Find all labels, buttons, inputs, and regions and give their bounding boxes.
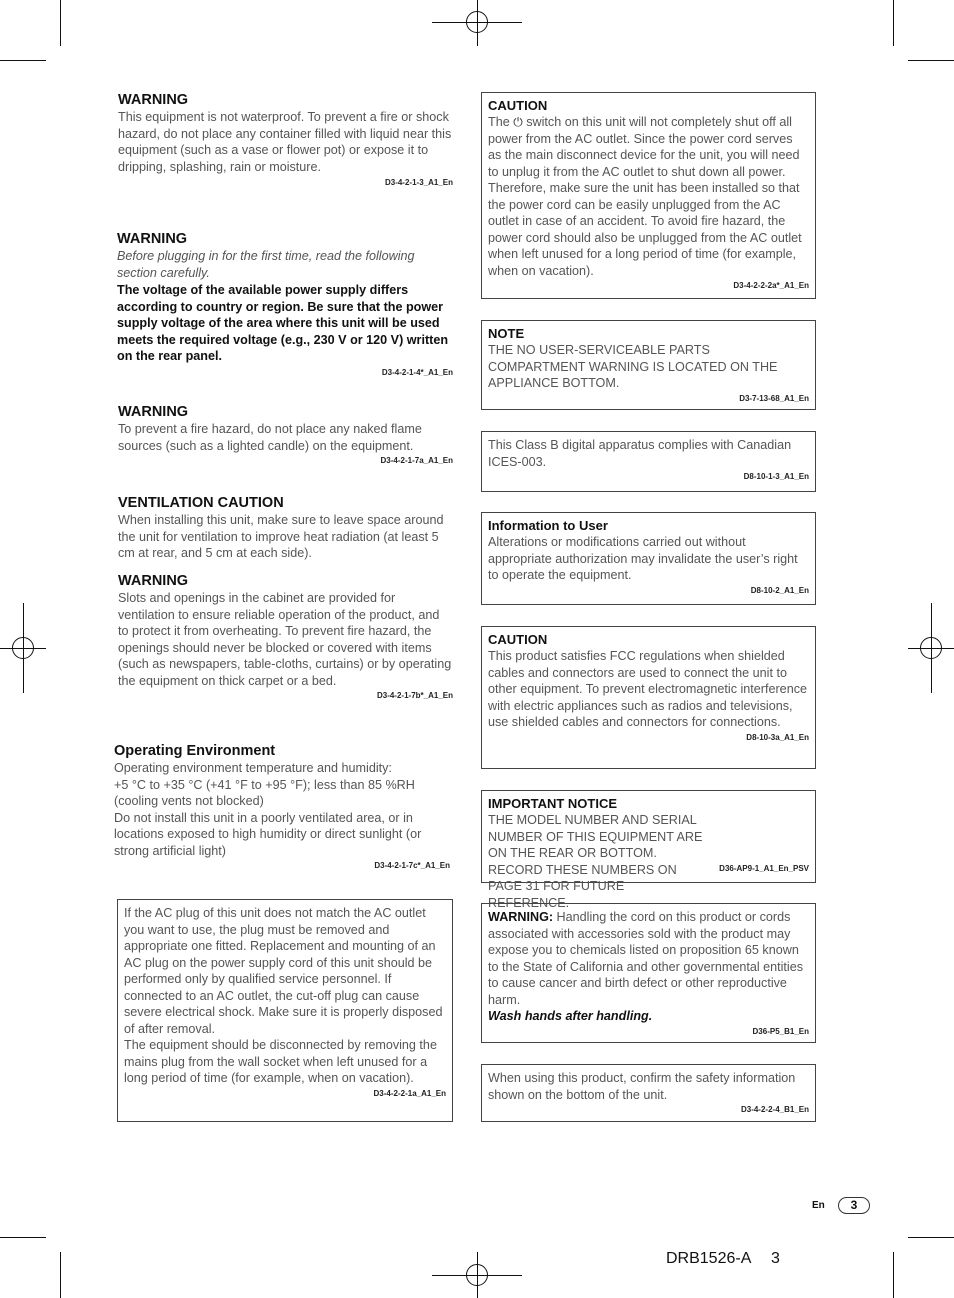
reference-code: D36-P5_B1_En — [752, 1026, 809, 1036]
power-icon: ⏻ — [513, 115, 523, 129]
warning-openings — [118, 572, 453, 701]
section-title: WARNING — [117, 231, 188, 247]
document-code-text: DRB1526-A — [666, 1250, 751, 1267]
caution-fcc-box — [481, 626, 816, 769]
section-title: WARNING — [118, 404, 189, 420]
section-intro: Before plugging in for the first time, read the following section carefully. — [117, 249, 415, 280]
page-number: 3 — [838, 1197, 870, 1214]
reference-code: D3-4-2-1-7b*_A1_En — [376, 691, 453, 700]
reference-code: D3-7-13-68_A1_En — [739, 393, 809, 403]
reference-code: D3-4-2-2-4_B1_En — [740, 1105, 809, 1114]
section-title: VENTILATION CAUTION — [118, 495, 284, 511]
operating-environment — [114, 742, 450, 871]
section-body: This equipment is not waterproof. To prevent a fire or shock hazard, do not place any container filled with liquid near this equipment (such as a vase or flower pot) or expose it to dripping, splashing, rain or moisture. — [118, 110, 452, 174]
section-body: THE MODEL NUMBER AND SERIAL NUMBER OF THIS EQUIPMENT ARE ON THE REAR OR BOTTOM. RECORD THESE NUMBERS ON PAGE 31 FOR FUTURE REFERENCE. — [488, 813, 703, 910]
information-to-user-box — [481, 512, 816, 605]
warning-lead: WARNING: — [488, 910, 554, 924]
section-body: This product satisfies FCC regulations when shielded cables and connectors are used to connect the unit to other equipment. To prevent electromagnetic interference with electric appliances such as radios and televisions, use shielded cables and connectors for connections. — [488, 649, 807, 729]
section-body: The voltage of the available power supply differs according to country or region. Be sure that the power supply voltage of the area where this unit will be used meets the required voltage (e.g., 230 V or 120 V) written on the rear panel. — [117, 283, 449, 363]
class-b-compliance-box — [481, 431, 816, 492]
reference-code: D8-10-1-3_A1_En — [743, 472, 809, 481]
language-label: En — [812, 1200, 825, 1211]
section-title: Operating Environment — [114, 743, 276, 759]
proposition-65-warning-box — [481, 903, 816, 1043]
section-title: IMPORTANT NOTICE — [488, 796, 618, 811]
section-body: Operating environment temperature and humidity: +5 °C to +35 °C (+41 °F to +95 °F); less than 85 %RH (cooling vents not blocked) Do not install this unit in a poorly ventilated area, or in locations exposed to high humidity or direct sunlight (or strong artificial light) — [114, 761, 422, 858]
reference-code: D3-4-2-1-7c*_A1_En — [374, 861, 450, 870]
reference-code: D8-10-2_A1_En — [750, 585, 809, 595]
warning-waterproof — [118, 91, 453, 188]
section-body: Alterations or modifications carried out without appropriate authorization may invalidate the user’s right to operate the equipment. — [488, 535, 798, 582]
reference-code: D3-4-2-2-1a_A1_En — [373, 1088, 446, 1098]
ac-plug-notice-box — [117, 899, 453, 1122]
safety-information-box — [481, 1064, 816, 1122]
warning-flame — [118, 403, 453, 466]
section-body: When using this product, confirm the safety information shown on the bottom of the unit. — [488, 1071, 796, 1102]
section-body: Slots and openings in the cabinet are provided for ventilation to ensure reliable operation of the product, and to protect it from overheating. To prevent fire hazard, the openings should never be blocked or covered with items (such as newspapers, table-cloths, curtains) or by operating the equipment on thick carpet or a bed. — [118, 591, 452, 688]
document-code — [666, 1250, 780, 1268]
section-title: WARNING — [118, 92, 189, 108]
section-body: To prevent a fire hazard, do not place any naked flame sources (such as a lighted candle) on the equipment. — [118, 422, 422, 453]
section-title: CAUTION — [488, 632, 548, 647]
caution-power-switch-box — [481, 92, 816, 299]
ventilation-caution — [118, 494, 453, 562]
section-body: THE NO USER-SERVICEABLE PARTS COMPARTMENT WARNING IS LOCATED ON THE APPLIANCE BOTTOM. — [488, 343, 778, 390]
warning-voltage — [117, 230, 453, 378]
section-body: When installing this unit, make sure to leave space around the unit for ventilation to improve heat radiation (at least 5 cm at rear, and 5 cm at each side). — [118, 513, 444, 560]
reference-code: D3-4-2-1-3_A1_En — [384, 178, 453, 187]
wash-hands-note: Wash hands after handling. — [488, 1009, 653, 1023]
document-page-text: 3 — [770, 1250, 780, 1267]
important-notice-box — [481, 790, 816, 910]
section-body: This Class B digital apparatus complies with Canadian ICES-003. — [488, 438, 792, 469]
body-text-post: switch on this unit will not completely shut off all power from the AC outlet. Since the power cord serves as the main disconnect device for the unit, you will need to unplug it from the AC outlet to shut down all power. Therefore, make sure the unit has been installed so that the power cord can be easily unplugged from the AC outlet in case of an accident. To avoid fire hazard, the power cord should also be unplugged from the AC outlet when left unused for a long period of time (for example, when on vacation). — [488, 115, 802, 278]
section-title: WARNING — [118, 573, 189, 589]
reference-code: D3-4-2-1-7a_A1_En — [380, 456, 453, 465]
reference-code: D3-4-2-2-2a*_A1_En — [733, 281, 809, 290]
reference-code: D3-4-2-1-4*_A1_En — [381, 367, 453, 377]
section-body — [488, 114, 809, 279]
section-title: CAUTION — [488, 98, 548, 113]
section-title: Information to User — [488, 518, 608, 533]
section-title: NOTE — [488, 326, 525, 341]
note-box — [481, 320, 816, 410]
reference-code: D8-10-3a_A1_En — [746, 732, 809, 742]
body-text-pre: The — [488, 115, 514, 129]
section-body — [488, 909, 809, 1008]
reference-code: D36-AP9-1_A1_En_PSV — [719, 864, 809, 873]
warning-text: Handling the cord on this product or cords associated with accessories sold with the product may expose you to chemicals listed on proposition 65 known to the State of California and other governmental entities to cause cancer and birth defect or other reproductive harm. — [488, 910, 804, 1007]
section-body: If the AC plug of this unit does not match the AC outlet you want to use, the plug must be removed and appropriate one fitted. Replacement and mounting of an AC plug on the power supply cord of this unit should be performed only by qualified service personnel. If connected to an AC outlet, the cut-off plug can cause severe electrical shock. Make sure it is properly disposed of after removal. The equipment should be disconnected by removing the mains plug from the wall socket when left unused for a long period of time (for example, when on vacation). — [124, 906, 443, 1085]
